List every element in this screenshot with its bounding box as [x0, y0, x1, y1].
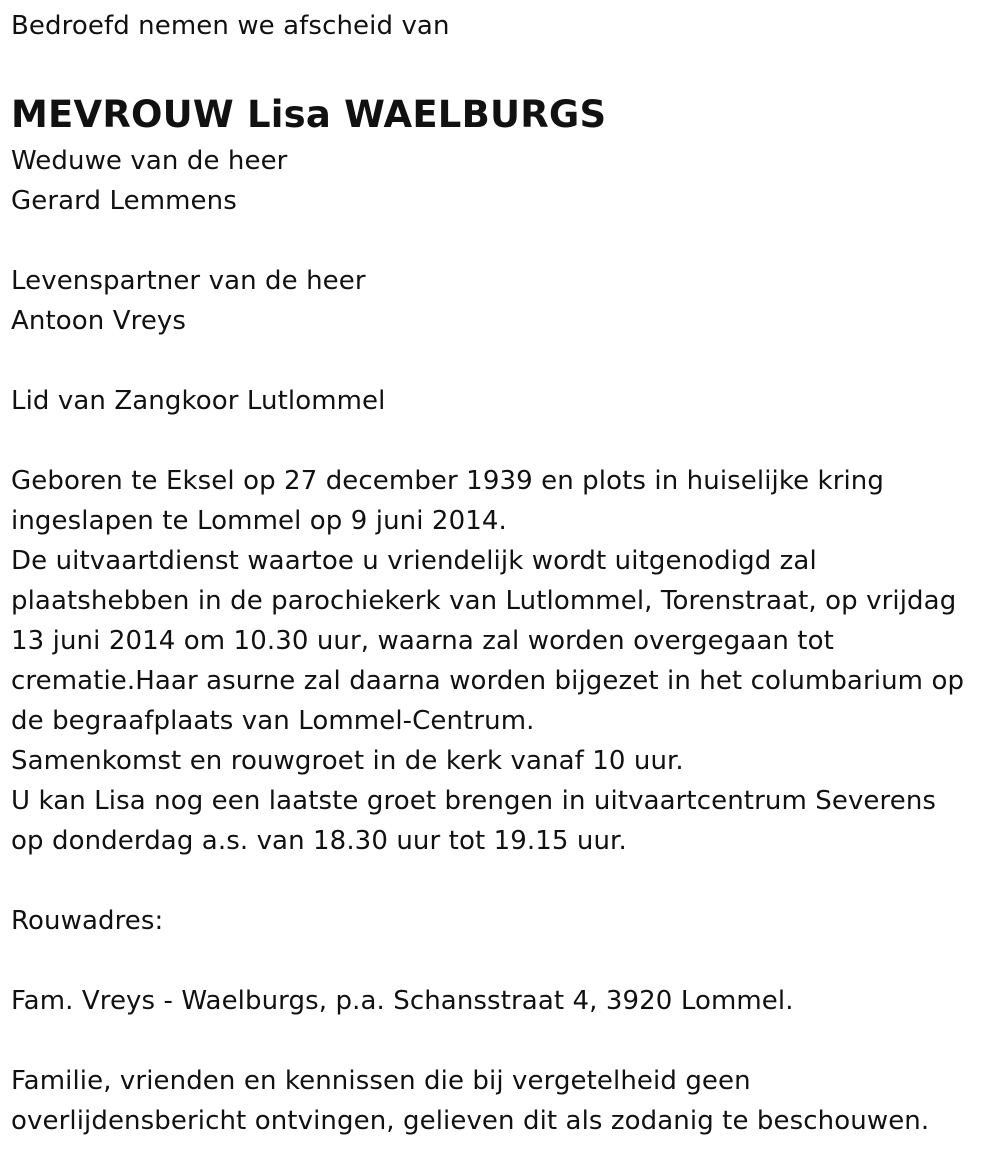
details-line: 13 juni 2014 om 10.30 uur, waarna zal worden overgegaan tot [11, 626, 834, 656]
partner-line-1: Levenspartner van de heer [11, 266, 366, 296]
details-line: plaatshebben in de parochiekerk van Lutlommel, Torenstraat, op vrijdag [11, 586, 957, 616]
obituary-notice [11, 0, 991, 1141]
details-line: U kan Lisa nog een laatste groet brengen in uitvaartcentrum Severens [11, 786, 937, 816]
details-line: De uitvaartdienst waartoe u vriendelijk wordt uitgenodigd zal [11, 546, 817, 576]
spacer [11, 1021, 991, 1061]
mourning-address: Fam. Vreys - Waelburgs, p.a. Schansstraat 4, 3920 Lommel. [11, 986, 794, 1016]
address-label: Rouwadres: [11, 906, 164, 936]
closing-paragraph [11, 1061, 991, 1141]
membership-line: Lid van Zangkoor Lutlommel [11, 386, 386, 416]
details-line: crematie.Haar asurne zal daarna worden bijgezet in het columbarium op [11, 666, 965, 696]
details-line: Geboren te Eksel op 27 december 1939 en plots in huiselijke kring [11, 466, 884, 496]
intro-text: Bedroefd nemen we afscheid van [11, 11, 450, 41]
spouse-line-1: Weduwe van de heer [11, 146, 288, 176]
spouse-line-2: Gerard Lemmens [11, 186, 237, 216]
closing-line: Familie, vrienden en kennissen die bij vergetelheid geen [11, 1066, 751, 1096]
closing-line: overlijdensbericht ontvingen, gelieven dit als zodanig te beschouwen. [11, 1106, 930, 1136]
spacer [11, 341, 991, 381]
spacer [11, 221, 991, 261]
spacer [11, 861, 991, 901]
details-line: de begraafplaats van Lommel-Centrum. [11, 706, 535, 736]
details-line: ingeslapen te Lommel op 9 juni 2014. [11, 506, 507, 536]
details-line: Samenkomst en rouwgroet in de kerk vanaf 10 uur. [11, 746, 684, 776]
spacer [11, 941, 991, 981]
partner-line-2: Antoon Vreys [11, 306, 187, 336]
deceased-name: MEVROUW Lisa WAELBURGS [11, 93, 607, 136]
details-line: op donderdag a.s. van 18.30 uur tot 19.15 uur. [11, 826, 627, 856]
details-paragraph [11, 461, 991, 861]
spacer [11, 421, 991, 461]
